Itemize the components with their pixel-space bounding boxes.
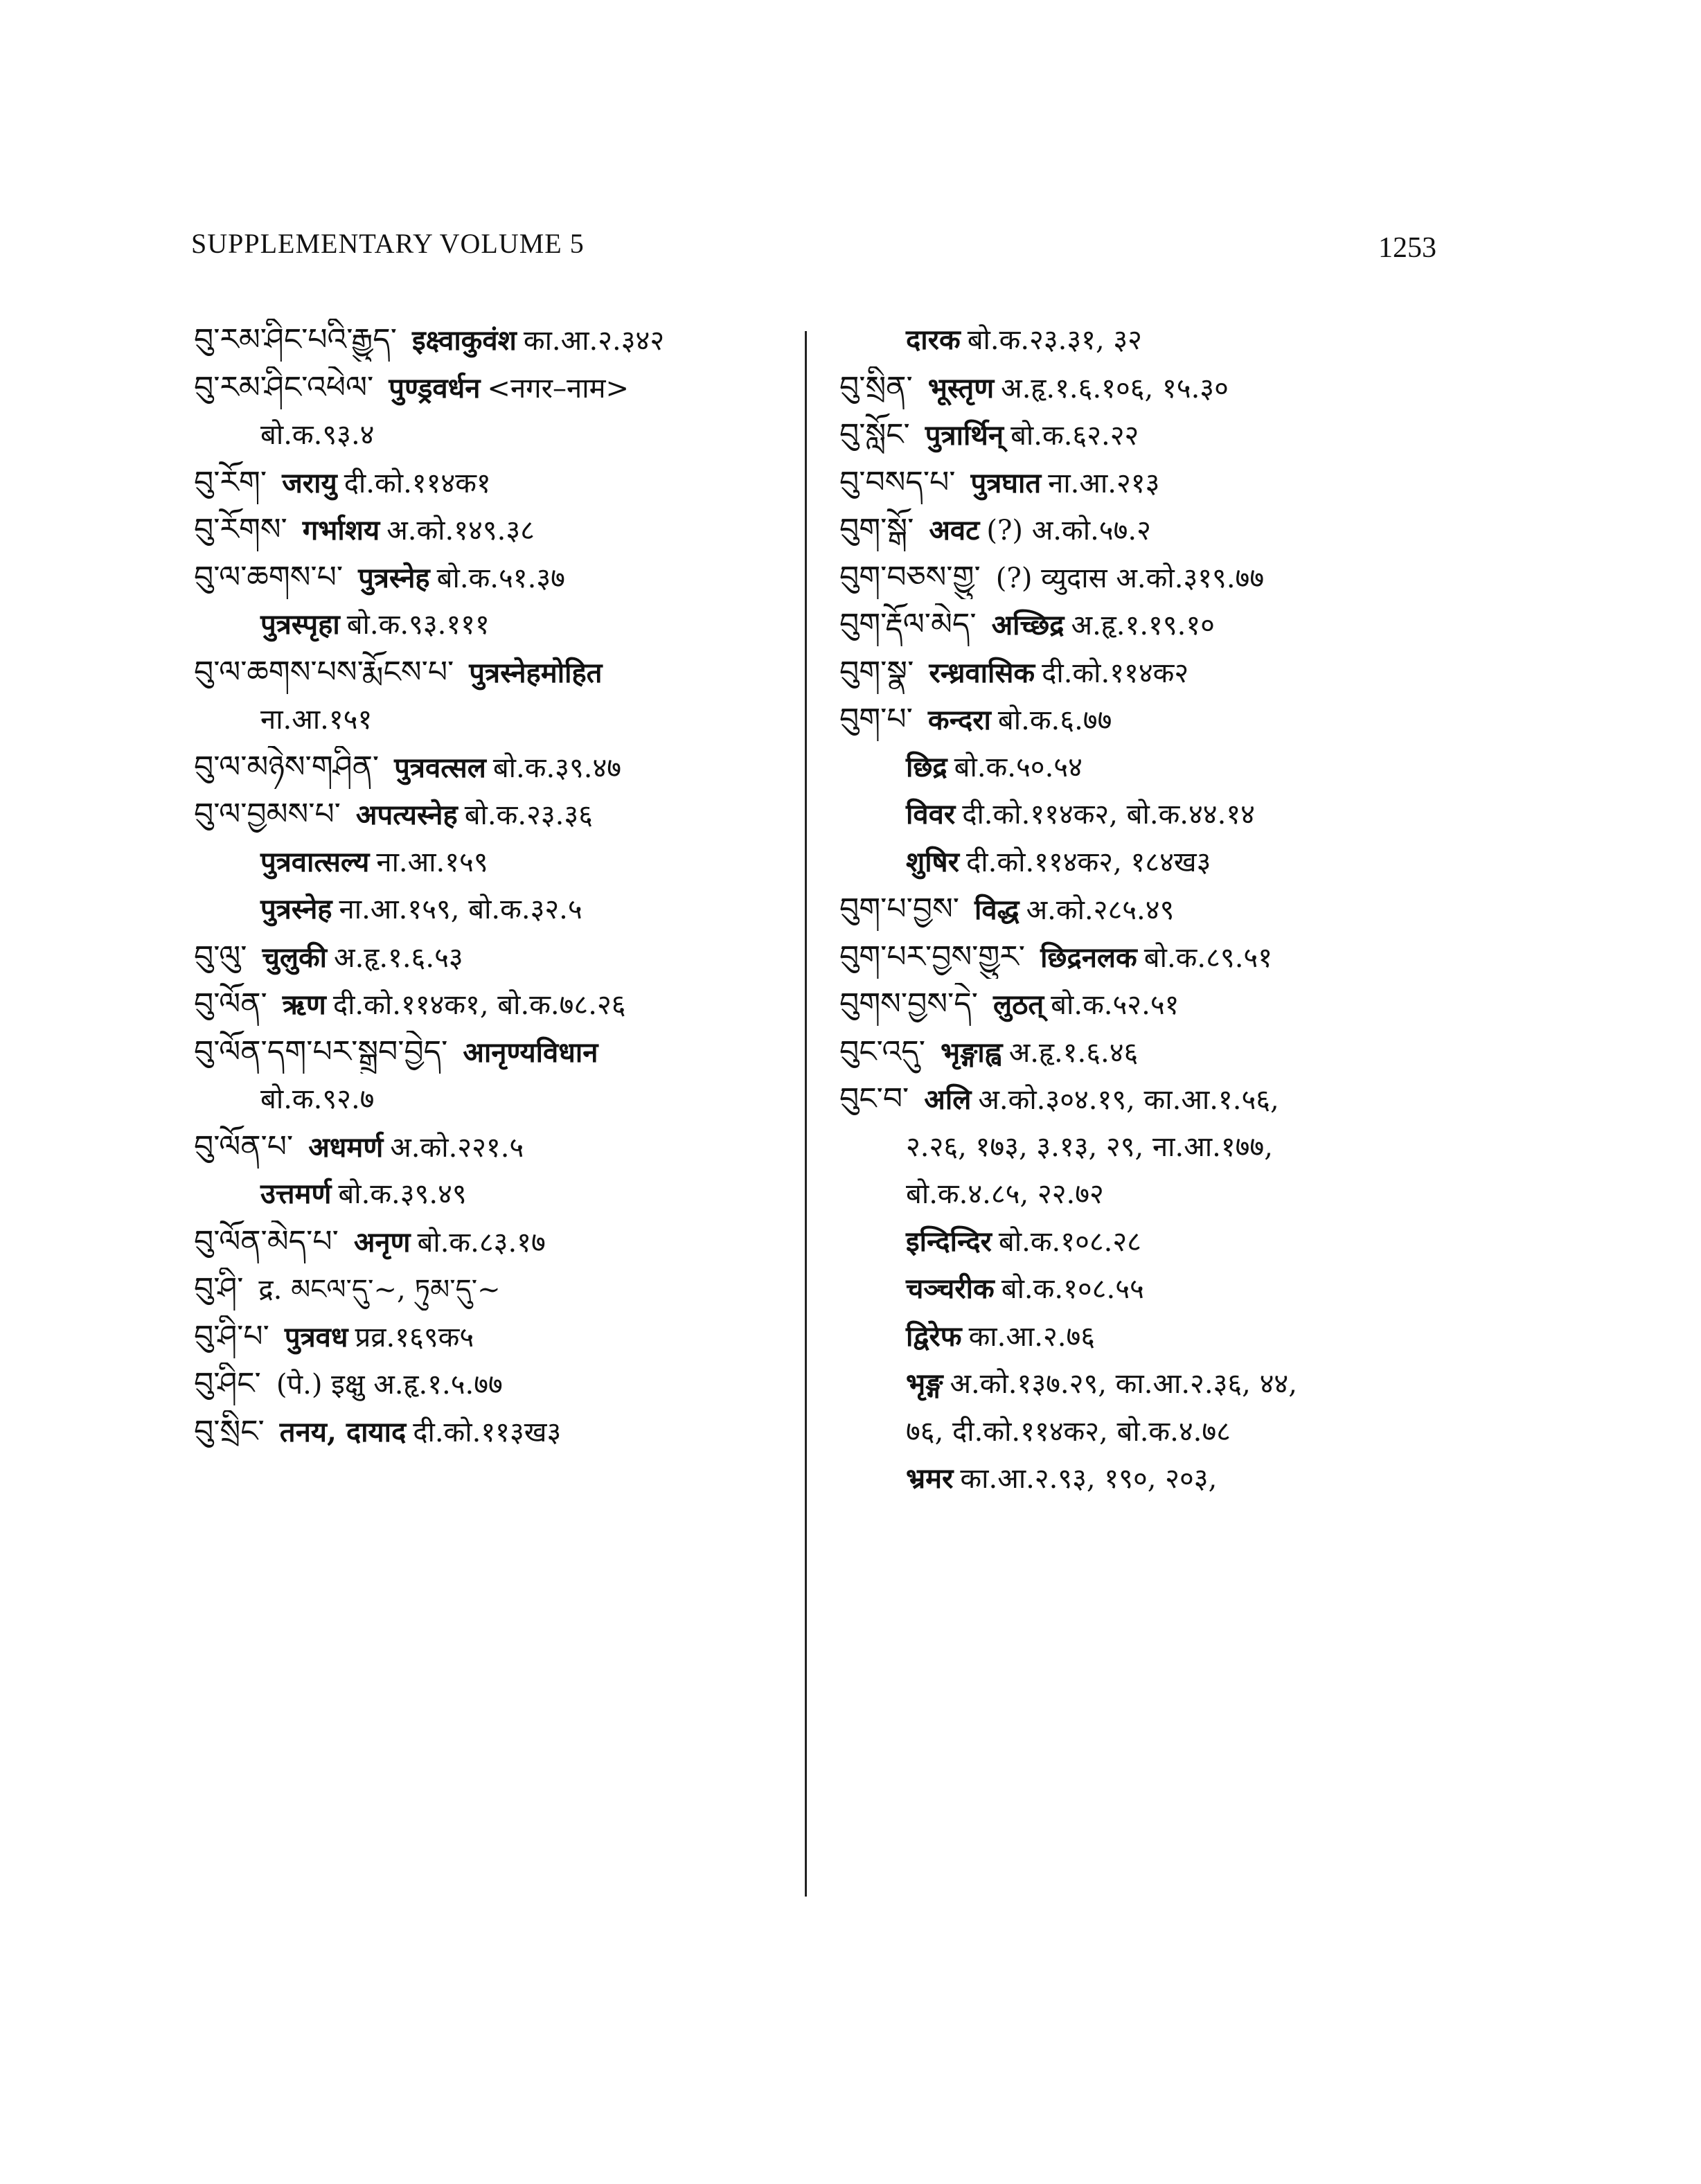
dictionary-entry [194, 1315, 803, 1358]
sanskrit-term: उत्तमर्ण [260, 1178, 332, 1210]
sanskrit-term: आनृण्यविधान [463, 1036, 598, 1069]
dictionary-entry [839, 698, 1463, 741]
sanskrit-term: ऋण [282, 988, 326, 1021]
source-reference: बो.क.५०.५४ [954, 751, 1083, 783]
source-reference: का.आ.२.९३, १९०, २०३, [960, 1463, 1218, 1495]
source-reference: अ.हृ.१.६.४६ [1008, 1036, 1139, 1069]
source-reference: दी.को.११४क२ [1042, 657, 1189, 689]
tibetan-headword: བུག་སྒོ་ [839, 512, 914, 547]
page-number: 1253 [1378, 232, 1436, 264]
dictionary-entry [194, 1173, 803, 1216]
source-reference: बो.क.९३.४ [260, 419, 375, 451]
tibetan-headword: བུ་ལོན་དག་པར་སྒྲུབ་བྱེད་ [194, 1033, 448, 1069]
source-reference: प्रव्र.१६९क५ [355, 1321, 474, 1353]
tibetan-headword: བུང་བ་ [839, 1081, 909, 1117]
sanskrit-term: जरायु [282, 466, 337, 499]
source-reference: का.आ.२.३४२ [523, 325, 665, 357]
sanskrit-term: पुत्रस्पृहा [260, 608, 340, 641]
source-reference: द्र. མངལ་དུ་~, ཏུམ་དུ་~ [258, 1274, 501, 1306]
dictionary-entry [194, 366, 803, 409]
dictionary-entry [194, 1362, 803, 1405]
source-reference: बो.क.५२.५१ [1051, 989, 1179, 1021]
dictionary-entry [194, 461, 803, 504]
sanskrit-term: द्विरेफ [906, 1320, 962, 1353]
source-reference: बो.क.६२.२२ [1010, 420, 1139, 452]
source-reference: अ.को.१४९.३८ [386, 515, 535, 547]
dictionary-entry [194, 508, 803, 551]
dictionary-entry [839, 1457, 1463, 1500]
dictionary-entry [839, 1126, 1463, 1169]
source-reference: अ.हृ.१.६.१०६, १५.३० [1001, 372, 1229, 405]
dictionary-entry [839, 603, 1463, 646]
sanskrit-term: भ्रमर [906, 1462, 954, 1495]
dictionary-entry [839, 319, 1463, 362]
left-column [194, 319, 803, 1457]
dictionary-entry [194, 1126, 803, 1169]
source-reference: बो.क.६.७७ [997, 704, 1112, 736]
source-reference: (?) अ.को.५७.२ [986, 515, 1151, 547]
tibetan-headword: བུ་སྲིང་ [194, 1413, 265, 1449]
source-reference: ना.आ.२१३ [1048, 467, 1160, 499]
right-column [839, 319, 1463, 1505]
sanskrit-term: इक्ष्वाकुवंश [412, 324, 517, 357]
dictionary-entry [194, 414, 803, 456]
dictionary-entry [194, 841, 803, 884]
tibetan-headword: བུ་སྲིན་ [839, 369, 913, 405]
dictionary-entry [839, 414, 1463, 456]
sanskrit-term: विद्ध [974, 894, 1019, 926]
source-reference: दी.को.११३ख३ [413, 1416, 562, 1448]
dictionary-entry [839, 793, 1463, 836]
sanskrit-term: अच्छिद्र [991, 609, 1065, 641]
tibetan-headword: བུང་འདུ་ [839, 1033, 925, 1069]
dictionary-entry [194, 1410, 803, 1453]
source-reference: (?) व्युदास अ.को.३१९.७७ [995, 562, 1265, 594]
source-reference: दी.को.११४क१ [344, 467, 491, 499]
dictionary-entry [194, 1078, 803, 1121]
dictionary-entry [839, 1362, 1463, 1405]
dictionary-entry [194, 1220, 803, 1263]
dictionary-entry [194, 888, 803, 931]
source-reference: बो.क.८९.५१ [1143, 941, 1273, 974]
dictionary-entry [194, 698, 803, 741]
sanskrit-term: अपत्यस्नेह [355, 799, 458, 831]
dictionary-entry [839, 1268, 1463, 1311]
tibetan-headword: བུག་རྡོལ་མེད་ [839, 607, 977, 642]
dictionary-entry [839, 841, 1463, 884]
running-header-title: SUPPLEMENTARY VOLUME 5 [191, 228, 585, 259]
dictionary-entry [194, 1268, 803, 1311]
source-reference: बो.क.३९.४७ [492, 752, 622, 784]
sanskrit-term: छिद्र [906, 750, 947, 783]
sanskrit-term: चञ्चरीक [906, 1272, 995, 1305]
source-reference: बो.क.४.८५, २२.७२ [906, 1178, 1104, 1210]
tibetan-headword: བུ་ཤི་ [194, 1271, 244, 1306]
sanskrit-term: लुठत् [992, 988, 1044, 1021]
source-reference: बो.क.५१.३७ [436, 562, 565, 594]
source-reference: ना.आ.१५९, बो.क.३२.५ [339, 894, 582, 925]
source-reference: ना.आ.१५१ [260, 704, 373, 736]
tibetan-headword: བུ་ལོན་ [194, 986, 267, 1022]
dictionary-entry [839, 1031, 1463, 1074]
dictionary-entry [839, 556, 1463, 599]
dictionary-entry [839, 936, 1463, 979]
sanskrit-term: रन्ध्रवासिक [929, 656, 1035, 689]
tibetan-headword: བུ་ལུ་ [194, 939, 247, 975]
dictionary-entry [194, 603, 803, 646]
dictionary-entry [839, 1173, 1463, 1216]
tibetan-headword: བུ་ལོན་པ་ [194, 1128, 294, 1164]
source-reference: अ.को.२८५.४९ [1026, 894, 1175, 926]
dictionary-entry [839, 1315, 1463, 1358]
dictionary-entry [839, 461, 1463, 504]
sanskrit-term: तनय, दायाद [279, 1415, 407, 1448]
dictionary-entry [839, 508, 1463, 551]
tibetan-headword: བུ་བསད་པ་ [839, 464, 956, 500]
sanskrit-term: गर्भाशय [302, 514, 380, 547]
dictionary-entry [839, 366, 1463, 409]
dictionary-entry [839, 888, 1463, 931]
source-reference: बो.क.१०८.२८ [998, 1225, 1141, 1258]
sanskrit-term: छिद्रनलक [1040, 941, 1137, 974]
tibetan-headword: བུ་རམ་ཤིང་པའི་རྒྱུད་ [194, 322, 397, 357]
source-reference: बो.क.९२.७ [260, 1083, 375, 1115]
source-reference: बो.क.३९.४९ [338, 1178, 467, 1210]
source-reference: का.आ.२.७६ [968, 1320, 1096, 1353]
tibetan-headword: བུག་པར་བྱས་གྱུར་ [839, 939, 1026, 975]
sanskrit-term: अनृण [353, 1225, 411, 1259]
sanskrit-term: पुत्रार्थिन् [925, 419, 1004, 452]
sanskrit-term: भृङ्गाह्व [940, 1036, 1002, 1069]
sanskrit-term: पुण्ड्रवर्धन [389, 371, 481, 405]
tibetan-headword: བུ་ཤིང་ [194, 1366, 261, 1401]
source-reference: बो.क.८३.१७ [417, 1226, 546, 1259]
source-reference: ७६, दी.को.११४क२, बो.क.४.७८ [906, 1415, 1231, 1448]
sanskrit-term: पुत्रस्नेहमोहित [469, 656, 603, 689]
sanskrit-term: पुत्रवात्सल्य [260, 845, 370, 878]
source-reference: बो.क.२३.३६ [464, 799, 593, 831]
sanskrit-term: भृङ्ग [906, 1367, 943, 1400]
dictionary-entry [839, 1220, 1463, 1263]
sanskrit-term: पुत्रवत्सल [394, 751, 486, 784]
sanskrit-term: पुत्रघात [970, 466, 1042, 499]
sanskrit-term: अधमर्ण [308, 1130, 384, 1164]
sanskrit-term: पुत्रस्नेह [358, 561, 430, 594]
sanskrit-term: पुत्रस्नेह [260, 893, 332, 925]
sanskrit-term: कन्दरा [927, 704, 991, 736]
sanskrit-term: दारक [906, 323, 961, 356]
source-reference: अ.को.१३७.२९, का.आ.२.३६, ४४, [950, 1368, 1297, 1400]
dictionary-entry [839, 983, 1463, 1026]
source-reference: अ.को.२२१.५ [390, 1131, 524, 1164]
source-reference: अ.हृ.१.६.५३ [334, 941, 463, 974]
sanskrit-term: अलि [924, 1083, 972, 1116]
source-reference: दी.को.११४क२, १८४ख३ [966, 846, 1211, 878]
tibetan-headword: བུག་སྣ་ [839, 654, 914, 690]
dictionary-entry [839, 1410, 1463, 1453]
source-reference: अ.को.३०४.१९, का.आ.१.५६, [978, 1084, 1279, 1116]
tibetan-headword: བུ་སློང་ [839, 417, 910, 452]
sanskrit-term: चुलुकी [262, 941, 328, 974]
tibetan-headword: བུ་རོགས་ [194, 512, 287, 547]
source-reference: बो.क.९३.१११ [346, 609, 490, 641]
sanskrit-term: पुत्रवध [284, 1320, 348, 1353]
sanskrit-term: शुषिर [906, 845, 960, 878]
source-reference: दी.को.११४क२, बो.क.४४.१४ [962, 799, 1255, 831]
tibetan-headword: བུ་ལོན་མེད་པ་ [194, 1223, 339, 1259]
source-reference: ना.आ.१५९ [376, 846, 488, 878]
tibetan-headword: བུ་རམ་ཤིང་འཕེལ་ [194, 369, 374, 405]
tibetan-headword: བུག་བཅས་གྱུ་ [839, 559, 981, 595]
tibetan-headword: བུགས་བྱས་དེ་ [839, 986, 978, 1022]
source-reference: बो.क.२३.३१, ३२ [967, 324, 1142, 356]
dictionary-entry [194, 556, 803, 599]
tibetan-headword: བུ་རོག་ [194, 464, 267, 500]
tibetan-headword: བུ་ལ་མཉེས་གཤིན་ [194, 749, 380, 785]
tibetan-headword: བུ་ལ་བྱམས་པ་ [194, 797, 341, 832]
dictionary-entry [194, 1031, 803, 1074]
tibetan-headword: བུག་པ་ [839, 702, 913, 737]
tibetan-headword: བུ་ལ་ཆགས་པས་རྨོངས་པ་ [194, 654, 454, 690]
dictionary-entry [839, 1078, 1463, 1121]
dictionary-entry [194, 936, 803, 979]
tibetan-headword: བུ་ལ་ཆགས་པ་ [194, 559, 344, 595]
source-reference: बो.क.१०८.५५ [1001, 1273, 1144, 1305]
tibetan-headword: བུག་པ་བྱས་ [839, 891, 960, 927]
sanskrit-term: भूस्तृण [927, 371, 995, 405]
dictionary-entry [194, 746, 803, 789]
dictionary-entry [194, 983, 803, 1026]
source-reference: (पे.) इक्षु अ.हृ.१.५.७७ [276, 1369, 503, 1401]
column-divider [805, 331, 807, 1897]
sanskrit-term: अवट [929, 514, 980, 547]
sanskrit-term: विवर [906, 798, 956, 831]
dictionary-entry [839, 746, 1463, 789]
source-reference: <नगर–नाम> [487, 372, 630, 405]
dictionary-entry [194, 793, 803, 836]
tibetan-headword: བུ་ཤི་པ་ [194, 1318, 269, 1354]
source-reference: दी.को.११४क१, बो.क.७८.२६ [332, 989, 626, 1021]
sanskrit-term: इन्दिन्दिर [906, 1225, 992, 1258]
dictionary-entry [194, 651, 803, 694]
source-reference: अ.हृ.१.१९.१० [1071, 610, 1215, 641]
dictionary-entry [839, 651, 1463, 694]
dictionary-entry [194, 319, 803, 362]
source-reference: २.२६, १७३, ३.१३, २९, ना.आ.१७७, [906, 1130, 1273, 1163]
